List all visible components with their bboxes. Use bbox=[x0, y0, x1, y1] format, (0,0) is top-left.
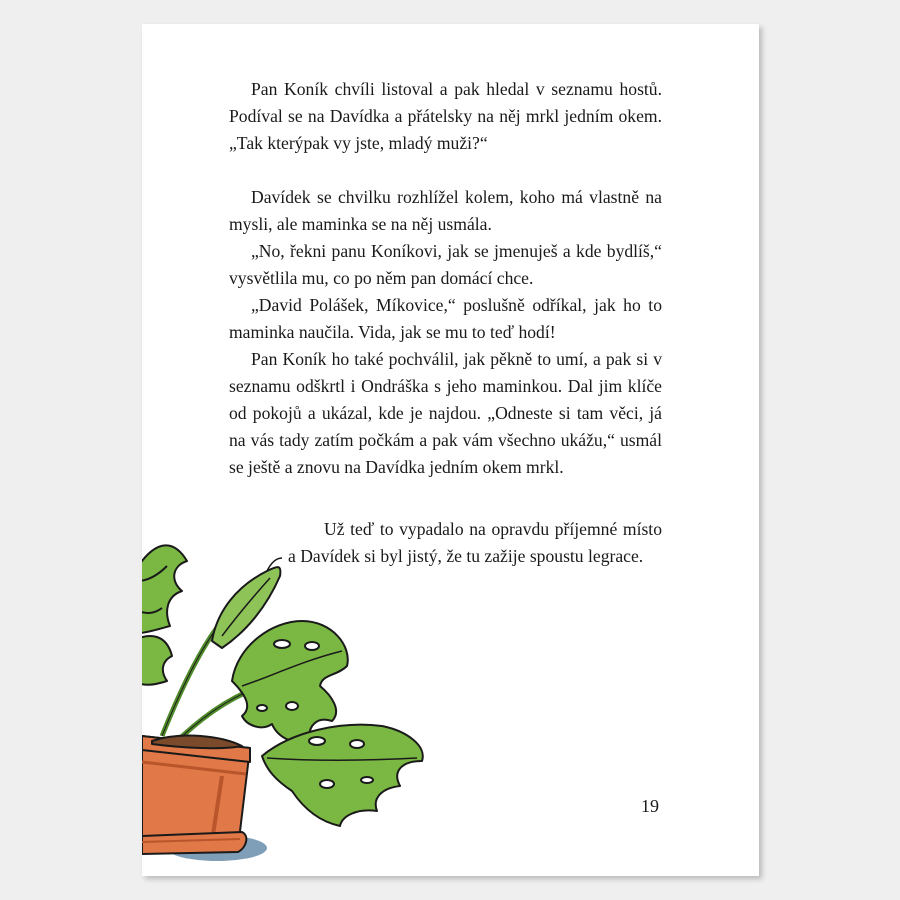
paragraph-6: Už teď to vypadalo na opravdu příjemné místo a Davídek si byl jistý, že tu zažije spoustu legrace. bbox=[288, 519, 662, 566]
book-page bbox=[142, 24, 759, 876]
potted-plant-icon bbox=[142, 536, 442, 876]
paragraph-1: Pan Koník chvíli listoval a pak hledal v seznamu hostů. Podíval se na Davídka a přátelsky na něj mrkl jedním okem. „Tak kterýpak vy jste, mladý muži?“ bbox=[229, 79, 662, 153]
paragraph-2: Davídek se chvilku rozhlížel kolem, koho má vlastně na mysli, ale maminka se na něj usmála. bbox=[229, 187, 662, 234]
paragraph-4: „David Polášek, Míkovice,“ poslušně odříkal, jak ho to maminka naučila. Vida, jak se mu to teď hodí! bbox=[229, 295, 662, 342]
paragraph-3: „No, řekni panu Koníkovi, jak se jmenuješ a kde bydlíš,“ vysvětlila mu, co po něm pan domácí chce. bbox=[229, 241, 662, 288]
paragraph-5: Pan Koník ho také pochválil, jak pěkně to umí, a pak si v seznamu odškrtl i Ondráška s jeho maminkou. Dal jim klíče od pokojů a ukázal, kde je najdou. „Odneste si tam věci, já na vás tady zatím počkám a pak vám všechno ukážu,“ usmál se ještě a znovu na Davídka jedním okem mrkl. bbox=[229, 349, 662, 477]
page-number: 19 bbox=[641, 796, 659, 816]
